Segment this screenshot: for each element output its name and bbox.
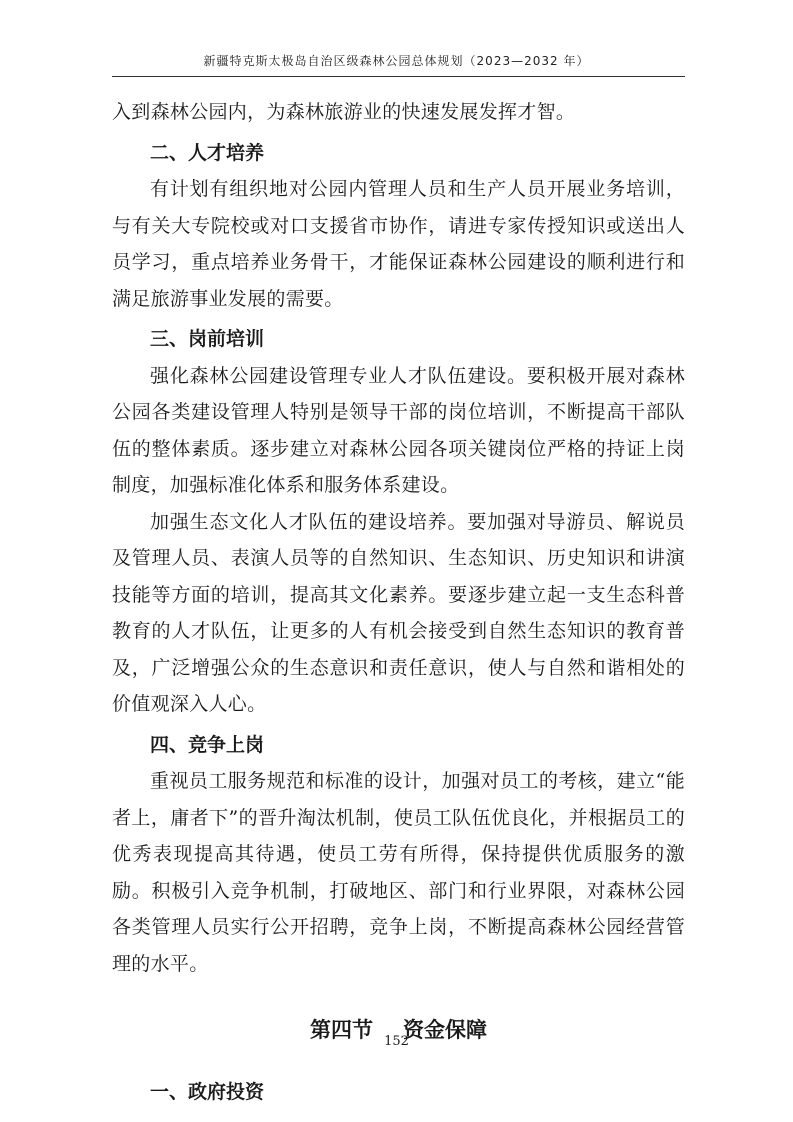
heading-government-investment: 一、政府投资 (150, 1081, 265, 1103)
running-header: 新疆特克斯太极岛自治区级森林公园总体规划（2023—2032 年） (203, 54, 590, 68)
header-rule (112, 76, 685, 77)
paragraph-talent-cultivation: 有计划有组织地对公园内管理人员和生产人员开展业务培训，与有关大专院校或对口支援省市协作，请进专家传授知识或送出人员学习，重点培养业务骨干，才能保证森林公园建设的顺利进行和满足旅游事业发展的需要。 (112, 178, 685, 310)
page-number: 152 (384, 1034, 409, 1049)
paragraph-pre-job-training-1: 强化森林公园建设管理专业人才队伍建设。要积极开展对森林公园各类建设管理人特别是领导干部的岗位培训，不断提高干部队伍的整体素质。逐步建立对森林公园各项关键岗位严格的持证上岗制度，加强标准化体系和服务体系建设。 (112, 364, 685, 496)
heading-talent-cultivation: 二、人才培养 (150, 141, 265, 164)
section-name: 资金保障 (403, 1018, 487, 1042)
paragraph-continued: 入到森林公园内，为森林旅游业的快速发展发挥才智。 (112, 101, 576, 123)
heading-pre-job-training: 三、岗前培训 (150, 328, 265, 350)
paragraph-competitive-posts: 重视员工服务规范和标准的设计，加强对员工的考核，建立“能者上，庸者下”的晋升淘汰机制，使员工队伍优良化，并根据员工的优秀表现提高其待遇，使员工劳有所得，保持提供优质服务的激励。积极引入竞争机制，打破地区、部门和行业界限，对森林公园各类管理人员实行公开招聘，竞争上岗，不断提高森林公园经营管理的水平。 (112, 770, 685, 975)
paragraph-pre-job-training-2: 加强生态文化人才队伍的建设培养。要加强对导游员、解说员及管理人员、表演人员等的自然知识、生态知识、历史知识和讲演技能等方面的培训，提高其文化素养。要逐步建立起一支生态科普教育的人才队伍，让更多的人有机会接受到自然生态知识的教育普及，广泛增强公众的生态意识和责任意识，使人与自然和谐相处的价值观深入人心。 (112, 510, 685, 715)
section-label: 第四节 (310, 1018, 373, 1042)
heading-competitive-posts: 四、竞争上岗 (150, 733, 265, 756)
page-body (112, 94, 685, 1111)
